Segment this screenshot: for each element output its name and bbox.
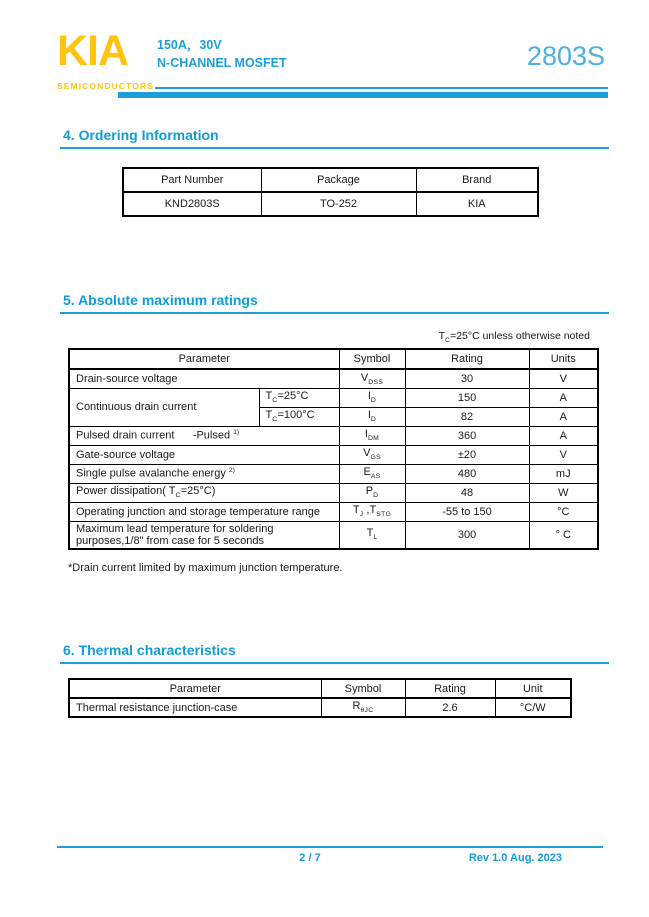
- table-row: [69, 369, 598, 388]
- table-cell: $I_D$: [339, 407, 405, 426]
- table-cell: 82: [405, 407, 529, 426]
- revision-label: Rev 1.0 Aug. 2023: [468, 852, 562, 864]
- table-cell: Thermal resistance junction-case: [69, 698, 321, 717]
- table-cell: Single pulse avalanche energy $^{2)}$: [69, 464, 339, 483]
- table-cell: 300: [405, 521, 529, 549]
- table-row: [69, 388, 598, 407]
- table-cell: 480: [405, 464, 529, 483]
- table-cell: ° C: [529, 521, 598, 549]
- table-cell: A: [529, 388, 598, 407]
- table-cell: Maximum lead temperature for soldering purposes,1/8" from case for 5 seconds: [69, 521, 339, 549]
- section-title-absolute-maximum-ratings: 5. Absolute maximum ratings: [60, 292, 609, 314]
- table-cell: KIA: [416, 192, 538, 216]
- table-cell: V: [529, 369, 598, 388]
- table-cell: TO-252: [261, 192, 416, 216]
- table-cell: Gate-source voltage: [69, 445, 339, 464]
- part-number-title: 2803S: [526, 41, 605, 71]
- column-header: Package: [261, 168, 416, 192]
- table-cell: Continuous drain current: [69, 388, 259, 426]
- table-header-row: [123, 168, 538, 192]
- section-title-ordering-information: 4. Ordering Information: [60, 127, 609, 149]
- table-row: [69, 502, 598, 521]
- table-cell: mJ: [529, 464, 598, 483]
- table-cell: 30: [405, 369, 529, 388]
- table-cell: $T_C=100^\circ C$: [259, 407, 339, 426]
- table-cell: 48: [405, 483, 529, 502]
- table-cell: $V_{GS}$: [339, 445, 405, 464]
- table-cell: $I_{DM}$: [339, 426, 405, 445]
- column-header: Symbol: [321, 679, 405, 698]
- table-cell: $T_C=25^\circ C$: [259, 388, 339, 407]
- table-cell: 150: [405, 388, 529, 407]
- table-cell: Power dissipation( $T_C=25^\circ C$): [69, 483, 339, 502]
- brand-logo-subtitle: SEMICONDUCTORS: [57, 81, 154, 91]
- table-row: [69, 483, 598, 502]
- table-row: [69, 521, 598, 549]
- table-cell: $P_D$: [339, 483, 405, 502]
- thermal-characteristics-table: [68, 678, 572, 718]
- table-cell: $I_D$: [339, 388, 405, 407]
- table-cell: W: [529, 483, 598, 502]
- table-cell: 360: [405, 426, 529, 445]
- column-header: Parameter: [69, 349, 339, 369]
- column-header: Brand: [416, 168, 538, 192]
- ordering-information-table: [122, 167, 539, 217]
- table-cell: KND2803S: [123, 192, 261, 216]
- table-cell: $T_L$: [339, 521, 405, 549]
- table-row: [123, 192, 538, 216]
- table-row: [69, 426, 598, 445]
- table-header-row: [69, 679, 571, 698]
- footer-rule: [57, 846, 603, 848]
- column-header: Rating: [405, 349, 529, 369]
- table-cell: Drain-source voltage: [69, 369, 339, 388]
- table-cell: °C/W: [495, 698, 571, 717]
- table-cell: -55 to 150: [405, 502, 529, 521]
- absolute-maximum-ratings-table: [68, 348, 599, 550]
- table-cell: $E_{AS}$: [339, 464, 405, 483]
- column-header: Rating: [405, 679, 495, 698]
- header-rule-thin: [155, 87, 608, 89]
- table-cell: °C: [529, 502, 598, 521]
- table-cell: $T_J$ $,T_{STG}$: [339, 502, 405, 521]
- column-header: Part Number: [123, 168, 261, 192]
- page-number: 2 / 7: [299, 852, 321, 864]
- test-condition-note: $T_C=25^\circ C$ unless otherwise noted: [438, 330, 590, 345]
- header-rule-thick: [118, 92, 608, 98]
- table-row: [69, 698, 571, 717]
- column-header: Unit: [495, 679, 571, 698]
- drain-current-footnote: *Drain current limited by maximum junction temperature.: [68, 562, 343, 574]
- table-cell: 2.6: [405, 698, 495, 717]
- table-cell: ±20: [405, 445, 529, 464]
- column-header: Parameter: [69, 679, 321, 698]
- section-title-thermal-characteristics: 6. Thermal characteristics: [60, 642, 609, 664]
- table-header-row: [69, 349, 598, 369]
- column-header: Symbol: [339, 349, 405, 369]
- table-cell: $V_{DSS}$: [339, 369, 405, 388]
- table-cell: Operating junction and storage temperature range: [69, 502, 339, 521]
- table-cell: A: [529, 407, 598, 426]
- device-rating-line: 150A，30V: [157, 38, 222, 52]
- brand-logo: KIA: [57, 27, 129, 75]
- table-row: [69, 464, 598, 483]
- table-cell: Pulsed drain current -Pulsed $^{1)}$: [69, 426, 339, 445]
- table-cell: A: [529, 426, 598, 445]
- device-type-line: N-CHANNEL MOSFET: [157, 56, 287, 70]
- column-header: Units: [529, 349, 598, 369]
- table-row: [69, 445, 598, 464]
- table-cell: $R_{\theta JC}$: [321, 698, 405, 717]
- table-cell: V: [529, 445, 598, 464]
- device-summary: [157, 36, 287, 72]
